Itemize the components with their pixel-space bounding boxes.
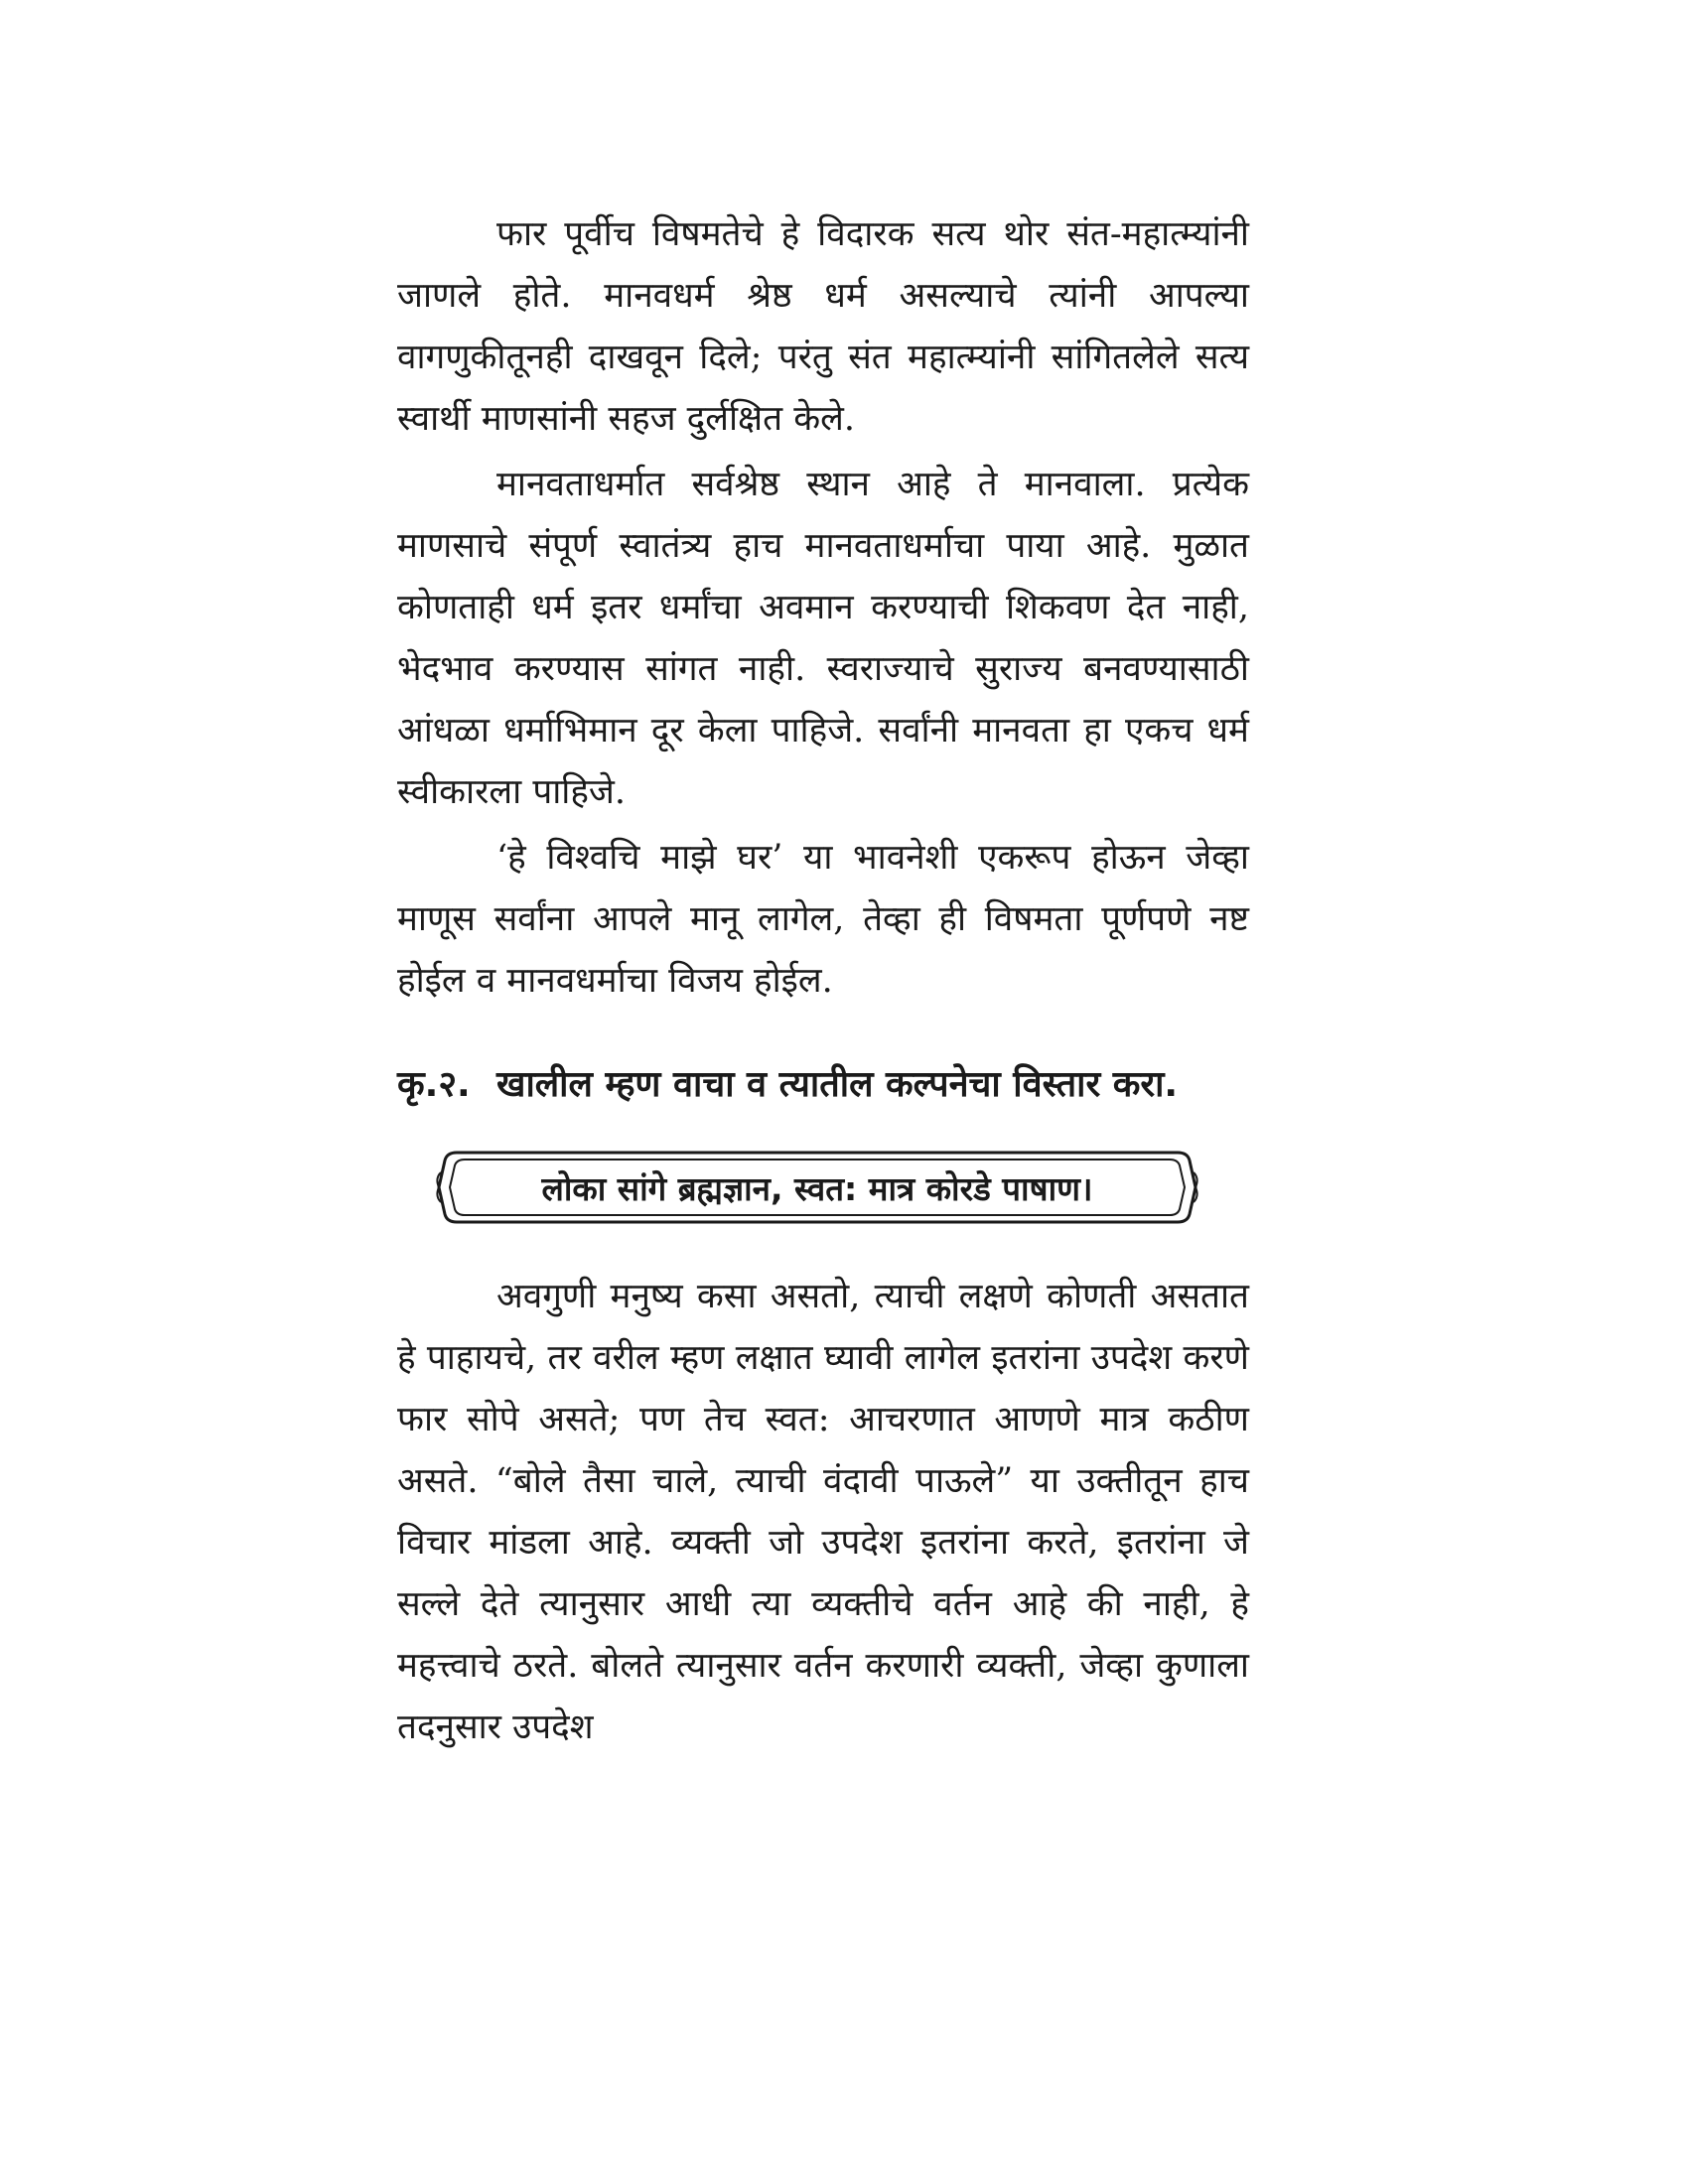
paragraph-4: अवगुणी मनुष्य कसा असतो, त्याची लक्षणे कोणती असतात हे पाहायचे, तर वरील म्हण लक्षात घ्यावी लागेल इतरांना उपदेश करणे फार सोपे असते; पण तेच स्वत: आचरणात आणणे मात्र कठीण असते. “बोले तैसा चाले, त्याची वंदावी पाऊले” या उक्तीतून हाच विचार मांडला आहे. व्यक्ती जो उपदेश इतरांना करते, इतरांना जे सल्ले देते त्यानुसार आधी त्या व्यक्तीचे वर्तन आहे की नाही, हे महत्त्वाचे ठरते. बोलते त्यानुसार वर्तन करणारी व्यक्ती, जेव्हा कुणाला तदनुसार उपदेश xyxy=(397,1277,1249,1747)
text-column xyxy=(397,204,1249,1758)
paragraph-2: मानवताधर्मात सर्वश्रेष्ठ स्थान आहे ते मानवाला. प्रत्येक माणसाचे संपूर्ण स्वातंत्र्य हाच मानवताधर्माचा पाया आहे. मुळात कोणताही धर्म इतर धर्मांचा अवमान करण्याची शिकवण देत नाही, भेदभाव करण्यास सांगत नाही. स्वराज्याचे सुराज्य बनवण्यासाठी आंधळा धर्माभिमान दूर केला पाहिजे. सर्वांनी मानवता हा एकच धर्म स्वीकारला पाहिजे. xyxy=(397,465,1249,812)
proverb-text: लोका सांगे ब्रह्मज्ञान, स्वत: मात्र कोरडे पाषाण। xyxy=(541,1168,1093,1208)
paragraph-3: ‘हे विश्वचि माझे घर’ या भावनेशी एकरूप होऊन जेव्हा माणूस सर्वांना आपले मानू लागेल, तेव्हा ही विषमता पूर्णपणे नष्ट होईल व मानवधर्माचा विजय होईल. xyxy=(397,838,1249,1001)
question-text: खालील म्हण वाचा व त्यातील कल्पनेचा विस्तार करा. xyxy=(496,1064,1179,1105)
paragraph-1: फार पूर्वीच विषमतेचे हे विदारक सत्य थोर संत-महात्म्यांनी जाणले होते. मानवधर्म श्रेष्ठ धर्म असल्याचे त्यांनी आपल्या वागणुकीतूनही दाखवून दिले; परंतु संत महात्म्यांनी सांगितलेले सत्य स्वार्थी माणसांनी सहज दुर्लक्षित केले. xyxy=(397,214,1249,439)
question-number: कृ.२. xyxy=(397,1064,471,1105)
question-heading xyxy=(397,1053,1249,1117)
proverb-box xyxy=(435,1149,1199,1226)
